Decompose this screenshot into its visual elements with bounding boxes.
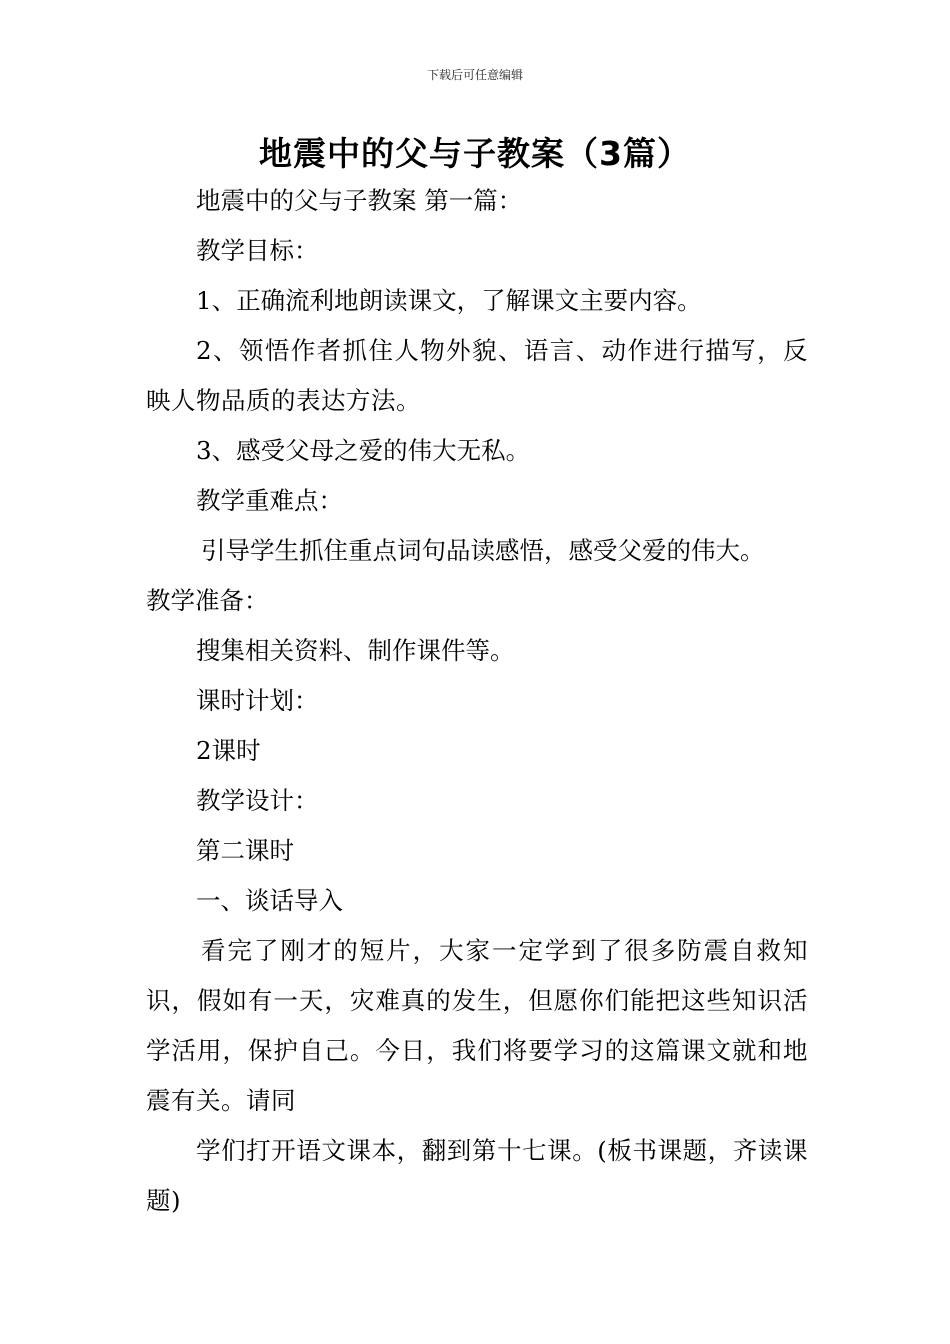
paragraph-objective-1: 1、正确流利地朗读课文，了解课文主要内容。 <box>196 286 702 315</box>
paragraph-objectives-heading: 教学目标： <box>196 236 319 265</box>
paragraph-keypoints-heading: 教学重难点： <box>196 486 343 515</box>
paragraph-schedule: 2课时 <box>196 736 261 765</box>
paragraph-intro-text: 看完了刚才的短片，大家一定学到了很多防震自救知识，假如有一天，灾难真的发生，但愿你们能把这些知识活学活用，保护自己。今日，我们将要学习的这篇课文就和地震有关。请同 <box>146 936 808 1115</box>
paragraph-intro-continued: 学们打开语文课本，翻到第十七课。(板书课题，齐读课题) <box>146 1136 808 1215</box>
paragraph-design-heading: 教学设计： <box>196 786 319 815</box>
paragraph-lesson-heading: 第二课时 <box>196 836 294 865</box>
paragraph-keypoints: 引导学生抓住重点词句品读感悟，感受父爱的伟大。 <box>201 536 765 565</box>
paragraph-objective-3: 3、感受父母之爱的伟大无私。 <box>196 436 531 465</box>
document-title: 地震中的父与子教案（3篇） <box>259 134 691 173</box>
paragraph-objective-2: 2、领悟作者抓住人物外貌、语言、动作进行描写，反映人物品质的表达方法。 <box>146 336 808 415</box>
paragraph-preparation-heading: 教学准备： <box>146 586 269 615</box>
document-body <box>146 176 808 1226</box>
paragraph-preparation: 搜集相关资料、制作课件等。 <box>196 636 515 665</box>
paragraph-intro-heading: 一、谈话导入 <box>196 886 343 915</box>
header-note: 下载后可任意编辑 <box>426 68 523 82</box>
paragraph-schedule-heading: 课时计划： <box>196 686 319 715</box>
paragraph-section-heading: 地震中的父与子教案 第一篇： <box>196 186 523 215</box>
